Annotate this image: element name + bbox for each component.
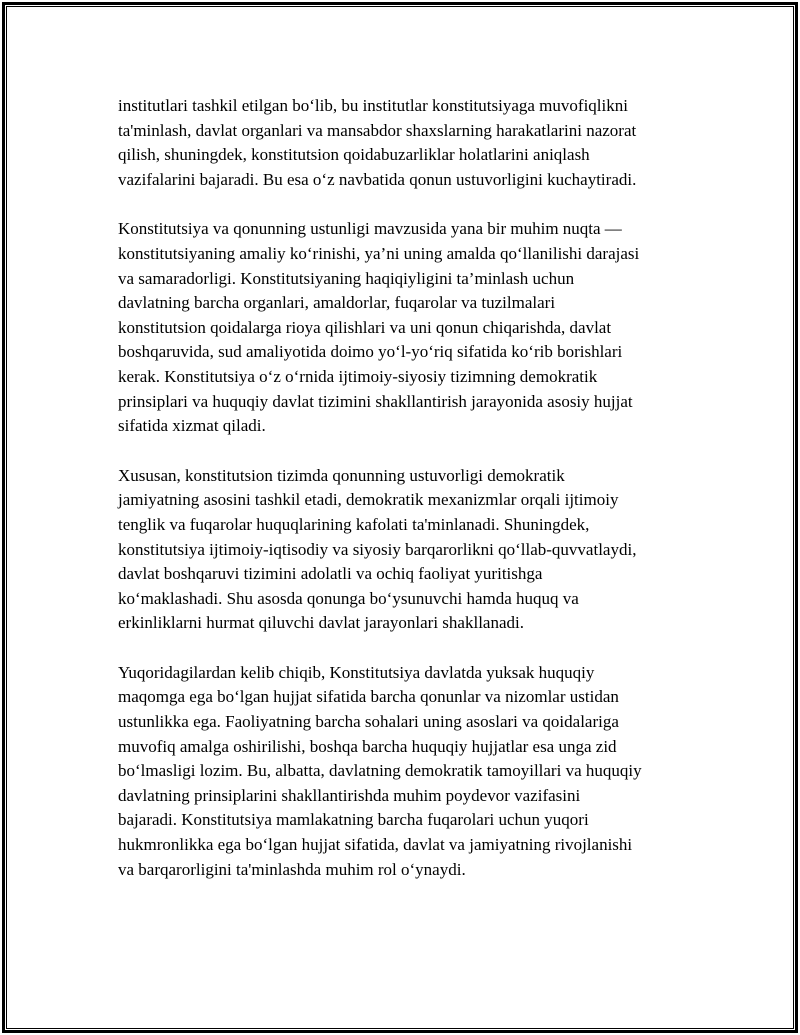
text-line: muvofiq amalga oshirilishi, boshqa barcha huquqiy hujjatlar esa unga zid (118, 736, 617, 756)
text-line: qilish, shuningdek, konstitutsion qoidabuzarliklar holatlarini aniqlash (118, 145, 590, 165)
document-body (118, 94, 690, 907)
text-line: kerak. Konstitutsiya o‘z o‘rnida ijtimoiy-siyosiy tizimning demokratik (118, 366, 598, 386)
text-line: ustunlikka ega. Faoliyatning barcha sohalari uning asoslari va qoidalariga (118, 712, 619, 732)
text-line: Yuqoridagilardan kelib chiqib, Konstitutsiya davlatda yuksak huquqiy (118, 662, 595, 682)
text-line: konstitutsiya ijtimoiy-iqtisodiy va siyosiy barqarorlikni qo‘llab-quvvatlaydi, (118, 539, 637, 559)
text-line: konstitutsiyaning amaliy ko‘rinishi, ya’ni uning amalda qo‘llanilishi darajasi (118, 243, 640, 263)
text-line: hukmronlikka ega bo‘lgan hujjat sifatida, davlat va jamiyatning rivojlanishi (118, 835, 633, 855)
paragraph-3 (118, 464, 690, 636)
text-line: bajaradi. Konstitutsiya mamlakatning barcha fuqarolari uchun yuqori (118, 810, 589, 830)
text-line: va samaradorligi. Konstitutsiyaning haqiqiyligini ta’minlash uchun (118, 268, 575, 288)
text-line: vazifalarini bajaradi. Bu esa o‘z navbatida qonun ustuvorligini kuchaytiradi. (118, 169, 637, 189)
text-line: institutlari tashkil etilgan bo‘lib, bu institutlar konstitutsiyaga muvofiqlikni (118, 96, 628, 115)
text-line: konstitutsion qoidalarga rioya qilishlari va uni qonun chiqarishda, davlat (118, 317, 612, 337)
text-line: prinsiplari va huquqiy davlat tizimini shakllantirish jarayonida asosiy hujjat (118, 391, 633, 411)
text-line: Xususan, konstitutsion tizimda qonunning ustuvorligi demokratik (118, 465, 565, 485)
text-line: jamiyatning asosini tashkil etadi, demokratik mexanizmlar orqali ijtimoiy (118, 490, 619, 510)
text-line: sifatida xizmat qiladi. (118, 416, 266, 436)
text-line: va barqarorligini ta'minlashda muhim rol o‘ynaydi. (118, 859, 466, 879)
text-line: davlat boshqaruvi tizimini adolatli va ochiq faoliyat yuritishga (118, 564, 543, 584)
text-line: davlatning prinsiplarini shakllantirishda muhim poydevor vazifasini (118, 785, 581, 805)
text-line: Konstitutsiya va qonunning ustunligi mavzusida yana bir muhim nuqta — (118, 219, 622, 239)
text-line: erkinliklarni hurmat qiluvchi davlat jarayonlari shakllanadi. (118, 613, 524, 633)
text-line: maqomga ega bo‘lgan hujjat sifatida barcha qonunlar va nizomlar ustidan (118, 687, 619, 707)
text-line: tenglik va fuqarolar huquqlarining kafolati ta'minlanadi. Shuningdek, (118, 514, 590, 534)
paragraph-1 (118, 94, 690, 192)
paragraph-2 (118, 217, 690, 438)
text-line: bo‘lmasligi lozim. Bu, albatta, davlatning demokratik tamoyillari va huquqiy (118, 761, 642, 781)
paragraph-4 (118, 661, 690, 882)
text-line: boshqaruvida, sud amaliyotida doimo yo‘l-yo‘riq sifatida ko‘rib borishlari (118, 342, 623, 362)
text-line: ko‘maklashadi. Shu asosda qonunga bo‘ysunuvchi hamda huquq va (118, 588, 579, 608)
text-line: ta'minlash, davlat organlari va mansabdor shaxslarning harakatlarini nazorat (118, 120, 637, 140)
text-line: davlatning barcha organlari, amaldorlar, fuqarolar va tuzilmalari (118, 293, 556, 313)
